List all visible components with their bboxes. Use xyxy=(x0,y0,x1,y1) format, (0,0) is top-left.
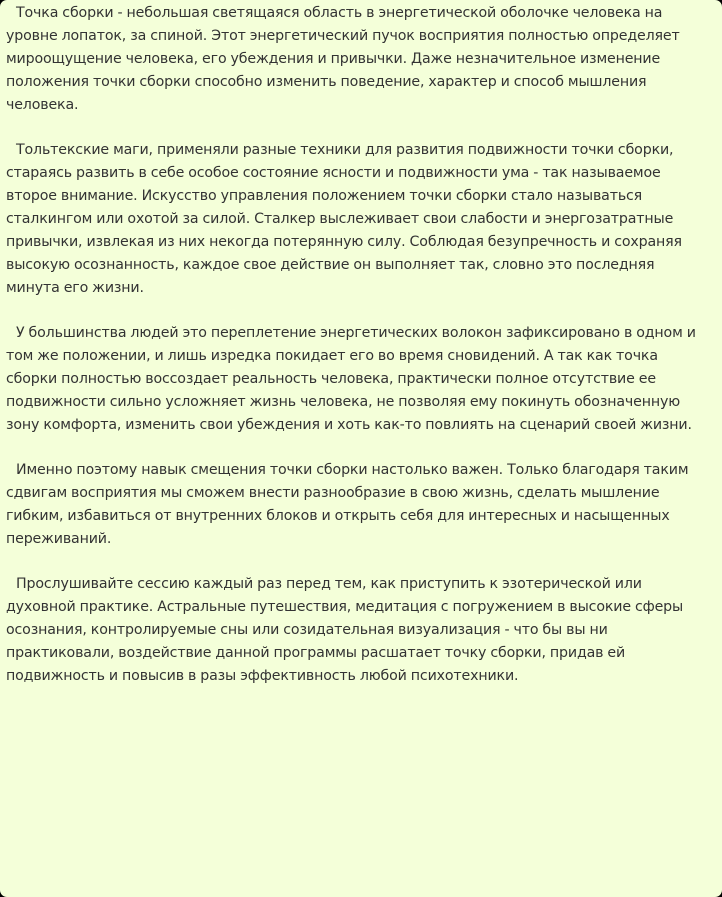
paragraph-fixed-position: У большинства людей это переплетение энергетических волокон зафиксировано в одном и том же положении, и лишь изредка покидает его во время сновидений. А так как точка сборки полностью воссоздает реальность человека, практически полное отсутствие ее подвижности сильно усложняет жизнь человека, не позволяя ему покинуть обозначенную зону комфорта, изменить свои убеждения и хоть как-то повлиять на сценарий своей жизни. xyxy=(6,325,696,433)
paragraph-usage: Прослушивайте сессию каждый раз перед тем, как приступить к эзотерической или духовной практике. Астральные путешествия, медитация с погружением в высокие сферы осознания, контролируемые сны или созидательная визуализация - что бы вы ни практиковали, воздействие данной программы расшатает точку сборки, придав ей подвижность и повысив в разы эффективность любой психотехники. xyxy=(6,576,684,684)
paragraph-intro: Точка сборки - небольшая светящаяся область в энергетической оболочке человека на уровне лопаток, за спиной. Этот энергетический пучок восприятия полностью определяет мироощущение человека, его убеждения и привычки. Даже незначительное изменение положения точки сборки способно изменить поведение, характер и способ мышления человека. xyxy=(6,5,680,113)
paragraph-importance: Именно поэтому навык смещения точки сборки настолько важен. Только благодаря таким сдвигам восприятия мы сможем внести разнообразие в свою жизнь, сделать мышление гибким, избавиться от внутренних блоков и открыть себя для интересных и насыщенных переживаний. xyxy=(6,462,689,547)
paragraph-toltec-magi: Тольтекские маги, применяли разные техники для развития подвижности точки сборки, стараясь развить в себе особое состояние ясности и подвижности ума - так называемое второе внимание. Искусство управления положением точки сборки стало называться сталкингом или охотой за силой. Сталкер выслеживает свои слабости и энергозатратные привычки, извлекая из них некогда потерянную силу. Соблюдая безупречность и сохраняя высокую осознанность, каждое свое действие он выполняет так, словно это последняя минута его жизни. xyxy=(6,142,682,296)
